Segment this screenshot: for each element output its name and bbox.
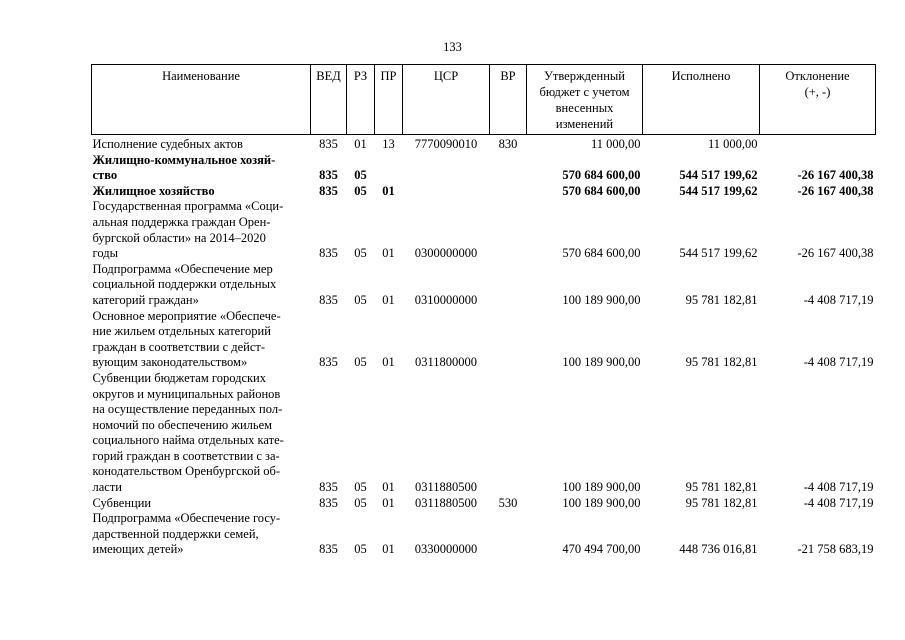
table-cell-done: 544 517 199,62 — [679, 246, 758, 261]
table-cell-pr — [375, 153, 403, 184]
table-cell-ved: 835 — [319, 292, 338, 307]
table-cell-csr: 0311800000 — [414, 355, 478, 370]
table-cell-csr: 0300000000 — [414, 246, 478, 261]
table-cell-done: 95 781 182,81 — [685, 495, 758, 510]
table-cell-name: Жилищно-коммунальное хозяй- ство — [92, 152, 276, 183]
table-row — [92, 496, 876, 512]
table-cell-rz: 05 — [354, 355, 367, 370]
table-cell-csr: 0311880500 — [414, 495, 478, 510]
table-cell-ved: 835 — [319, 542, 338, 557]
table-cell-vr — [490, 184, 527, 200]
header-deviation: Отклонение (+, -) — [760, 65, 876, 135]
table-cell-deviation: -4 408 717,19 — [803, 495, 874, 510]
table-cell-budget: 570 684 600,00 — [562, 246, 641, 261]
header-pr: ПР — [375, 65, 403, 135]
table-cell-csr — [403, 184, 490, 200]
table-cell-pr: 01 — [382, 495, 395, 510]
table-cell-deviation: -4 408 717,19 — [803, 480, 874, 495]
table-cell-done: 544 517 199,62 — [679, 168, 758, 183]
table-cell-budget: 100 189 900,00 — [562, 355, 641, 370]
table-cell-done: 448 736 016,81 — [679, 542, 758, 557]
table-cell-csr: 7770090010 — [414, 137, 478, 151]
header-done: Исполнено — [643, 65, 760, 135]
table-cell-rz: 05 — [354, 480, 367, 495]
table-cell-pr: 13 — [382, 137, 395, 151]
table-cell-vr: 830 — [498, 137, 518, 151]
table-cell-pr: 01 — [382, 542, 395, 557]
budget-table — [91, 64, 876, 558]
table-cell-pr: 01 — [382, 355, 395, 370]
table-cell-vr — [490, 262, 527, 309]
table-cell-vr: 530 — [498, 495, 518, 510]
header-csr: ЦСР — [403, 65, 490, 135]
table-cell-done: 544 517 199,62 — [679, 183, 758, 198]
table-row — [92, 371, 876, 496]
header-ved: ВЕД — [311, 65, 347, 135]
table-cell-rz: 01 — [354, 137, 367, 151]
table-cell-name: Жилищное хозяйство — [92, 183, 215, 198]
table-cell-rz: 05 — [354, 168, 367, 183]
table-cell-budget: 100 189 900,00 — [562, 495, 641, 510]
table-cell-csr: 0330000000 — [414, 542, 478, 557]
table-cell-pr: 01 — [382, 183, 395, 198]
table-cell-name: Подпрограмма «Обеспечение госу- дарственной поддержки семей, имеющих детей» — [92, 511, 281, 557]
table-cell-rz: 05 — [354, 246, 367, 261]
table-cell-name: Субвенции — [92, 495, 152, 510]
table-row — [92, 153, 876, 184]
table-cell-deviation — [760, 135, 876, 153]
table-cell-deviation: -26 167 400,38 — [797, 168, 874, 183]
table-cell-done: 95 781 182,81 — [685, 292, 758, 307]
table-cell-csr: 0311880500 — [414, 480, 478, 495]
table-cell-ved: 835 — [319, 168, 338, 183]
table-cell-deviation: -4 408 717,19 — [803, 355, 874, 370]
page-number: 133 — [443, 40, 462, 54]
table-cell-ved: 835 — [319, 480, 338, 495]
table-cell-vr — [490, 153, 527, 184]
table-row — [92, 511, 876, 558]
table-row — [92, 199, 876, 261]
table-cell-vr — [490, 309, 527, 371]
table-cell-ved: 835 — [319, 137, 338, 151]
table-cell-name: Подпрограмма «Обеспечение мер социальной поддержки отдельных категорий граждан» — [92, 261, 277, 307]
table-cell-rz: 05 — [354, 292, 367, 307]
table-cell-name: Субвенции бюджетам городских округов и муниципальных районов на осуществление переданных пол- номочий по обеспечению жильем социального найма отдельных кате- горий граждан в соответствии с за- конодательством Оренбургской об- ласти — [92, 370, 284, 495]
table-header-row — [92, 65, 876, 135]
table-cell-name: Основное мероприятие «Обеспече- ние жильем отдельных категорий граждан в соответствии с дейст- вующим законодательством» — [92, 308, 281, 370]
table-cell-pr: 01 — [382, 480, 395, 495]
table-cell-csr — [403, 153, 490, 184]
table-row — [92, 184, 876, 200]
table-row — [92, 309, 876, 371]
table-cell-vr — [490, 199, 527, 261]
table-cell-csr: 0310000000 — [414, 292, 478, 307]
header-budget: Утвержденный бюджет с учетом внесенных изменений — [527, 65, 643, 135]
header-vr: ВР — [490, 65, 527, 135]
table-cell-pr: 01 — [382, 246, 395, 261]
table-cell-deviation: -4 408 717,19 — [803, 292, 874, 307]
table-cell-done: 11 000,00 — [707, 137, 758, 151]
table-cell-budget: 470 494 700,00 — [562, 542, 641, 557]
table-cell-deviation: -26 167 400,38 — [797, 246, 874, 261]
table-cell-done: 95 781 182,81 — [685, 480, 758, 495]
table-cell-vr — [490, 371, 527, 496]
table-cell-budget: 100 189 900,00 — [562, 292, 641, 307]
table-cell-budget: 100 189 900,00 — [562, 480, 641, 495]
table-cell-name: Государственная программа «Соци- альная поддержка граждан Орен- бургской области» на 2014–2020 годы — [92, 199, 284, 261]
table-cell-budget: 11 000,00 — [590, 137, 641, 151]
table-cell-ved: 835 — [319, 183, 338, 198]
table-cell-vr — [490, 511, 527, 558]
header-rz: РЗ — [347, 65, 375, 135]
table-cell-ved: 835 — [319, 246, 338, 261]
table-cell-deviation: -26 167 400,38 — [797, 183, 874, 198]
table-cell-rz: 05 — [354, 542, 367, 557]
header-name: Наименование — [92, 65, 311, 135]
table-cell-name: Исполнение судебных актов — [92, 137, 243, 151]
table-row — [92, 262, 876, 309]
table-cell-deviation: -21 758 683,19 — [797, 542, 874, 557]
table-cell-budget: 570 684 600,00 — [562, 168, 641, 183]
table-cell-pr: 01 — [382, 292, 395, 307]
table-cell-done: 95 781 182,81 — [685, 355, 758, 370]
table-cell-budget: 570 684 600,00 — [562, 183, 641, 198]
table-cell-ved: 835 — [319, 355, 338, 370]
table-cell-rz: 05 — [354, 495, 367, 510]
table-cell-ved: 835 — [319, 495, 338, 510]
table-cell-rz: 05 — [354, 183, 367, 198]
table-row — [92, 135, 876, 153]
